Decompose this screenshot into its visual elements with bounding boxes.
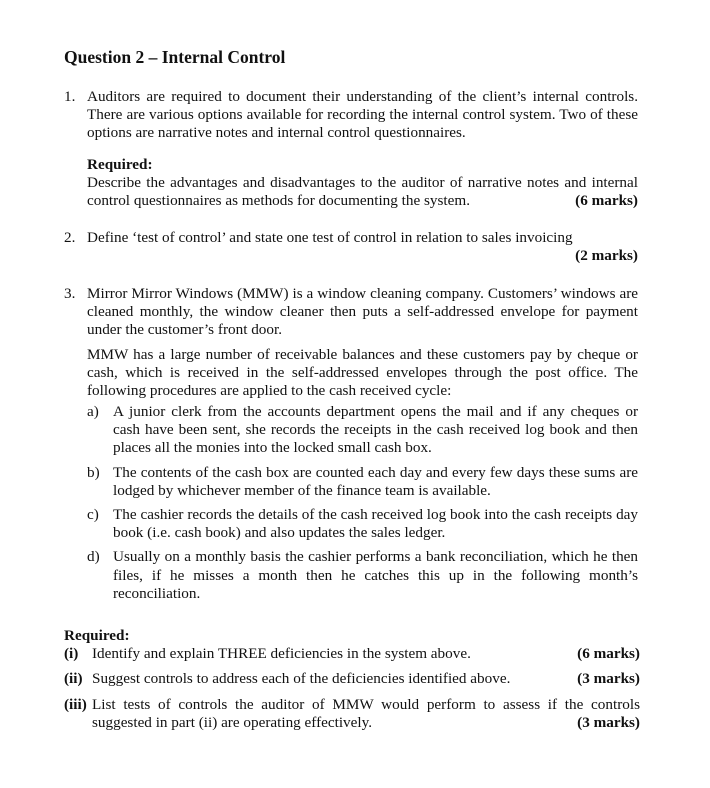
- procedure-text: The cashier records the details of the cash received log book into the cash receipts day book (i.e. cash book) and also updates the sales ledger.: [113, 506, 638, 542]
- procedure-text: A junior clerk from the accounts department opens the mail and if any cheques or cash have been sent, she records the receipts in the cash received log book and then places all the monies into the locked small cash box.: [113, 403, 638, 457]
- required-item-text: Suggest controls to address each of the deficiencies identified above.: [92, 670, 511, 688]
- required-label: Required:: [87, 155, 153, 173]
- question-number: 3.: [64, 285, 76, 302]
- scenario-paragraph-2: MMW has a large number of receivable balances and these customers pay by cheque or cash, which is received in the self-addressed envelopes through the post office. The following procedures are applied to the cash received cycle:: [87, 345, 638, 400]
- required-item: [64, 670, 640, 688]
- procedure-item: [87, 506, 638, 542]
- procedure-item: [87, 464, 638, 500]
- procedure-item: [87, 403, 638, 458]
- question-number: 2.: [64, 229, 76, 246]
- marks-label: (3 marks): [577, 670, 640, 688]
- required-item-text: Identify and explain THREE deficiencies in the system above.: [92, 645, 471, 663]
- required-text: [87, 174, 638, 210]
- procedure-text: The contents of the cash box are counted each day and every few days these sums are lodged by whichever member of the finance team is available.: [113, 463, 638, 499]
- question-text: Define ‘test of control’ and state one test of control in relation to sales invoicing: [87, 229, 573, 246]
- question-number: 1.: [64, 88, 76, 105]
- required-item-number: (ii): [64, 670, 83, 688]
- marks-label: (2 marks): [575, 247, 638, 265]
- marks-label: (6 marks): [577, 645, 640, 663]
- required-item: [64, 645, 640, 663]
- final-required: [64, 627, 640, 732]
- question-2: [64, 229, 638, 265]
- required-item: [64, 696, 640, 732]
- question-text: Auditors are required to document their understanding of the client’s internal controls. There are various options available for recording the internal control system. Two of these options are narrative notes and internal control questionnaires.: [87, 88, 638, 142]
- procedure-item: [87, 548, 638, 603]
- marks-label: (6 marks): [575, 192, 638, 210]
- procedure-text: Usually on a monthly basis the cashier performs a bank reconciliation, which he then files, if he misses a month then he catches this up in the following month’s reconciliation.: [113, 548, 638, 602]
- required-item-number: (i): [64, 645, 79, 663]
- marks-label: (3 marks): [577, 713, 640, 731]
- procedure-letter: d): [87, 548, 100, 566]
- question-1: [64, 88, 638, 210]
- scenario-paragraph-1: Mirror Mirror Windows (MMW) is a window cleaning company. Customers’ windows are cleaned monthly, the window cleaner then puts a self-addressed envelope for payment under the customer’s front door.: [87, 285, 638, 339]
- procedure-letter: a): [87, 403, 99, 420]
- page-title: Question 2 – Internal Control: [64, 47, 286, 67]
- required-item-number: (iii): [64, 695, 87, 713]
- required-label: Required:: [64, 627, 130, 644]
- procedure-letter: c): [87, 506, 99, 524]
- required-item-text: List tests of controls the auditor of MMW would perform to assess if the controls suggested in part (ii) are operating effectively.: [92, 695, 640, 731]
- procedures-list: [64, 403, 638, 603]
- required-description: Describe the advantages and disadvantages to the auditor of narrative notes and internal control questionnaires as methods for documenting the system.: [87, 173, 638, 210]
- procedure-letter: b): [87, 463, 100, 481]
- question-3: [64, 285, 638, 400]
